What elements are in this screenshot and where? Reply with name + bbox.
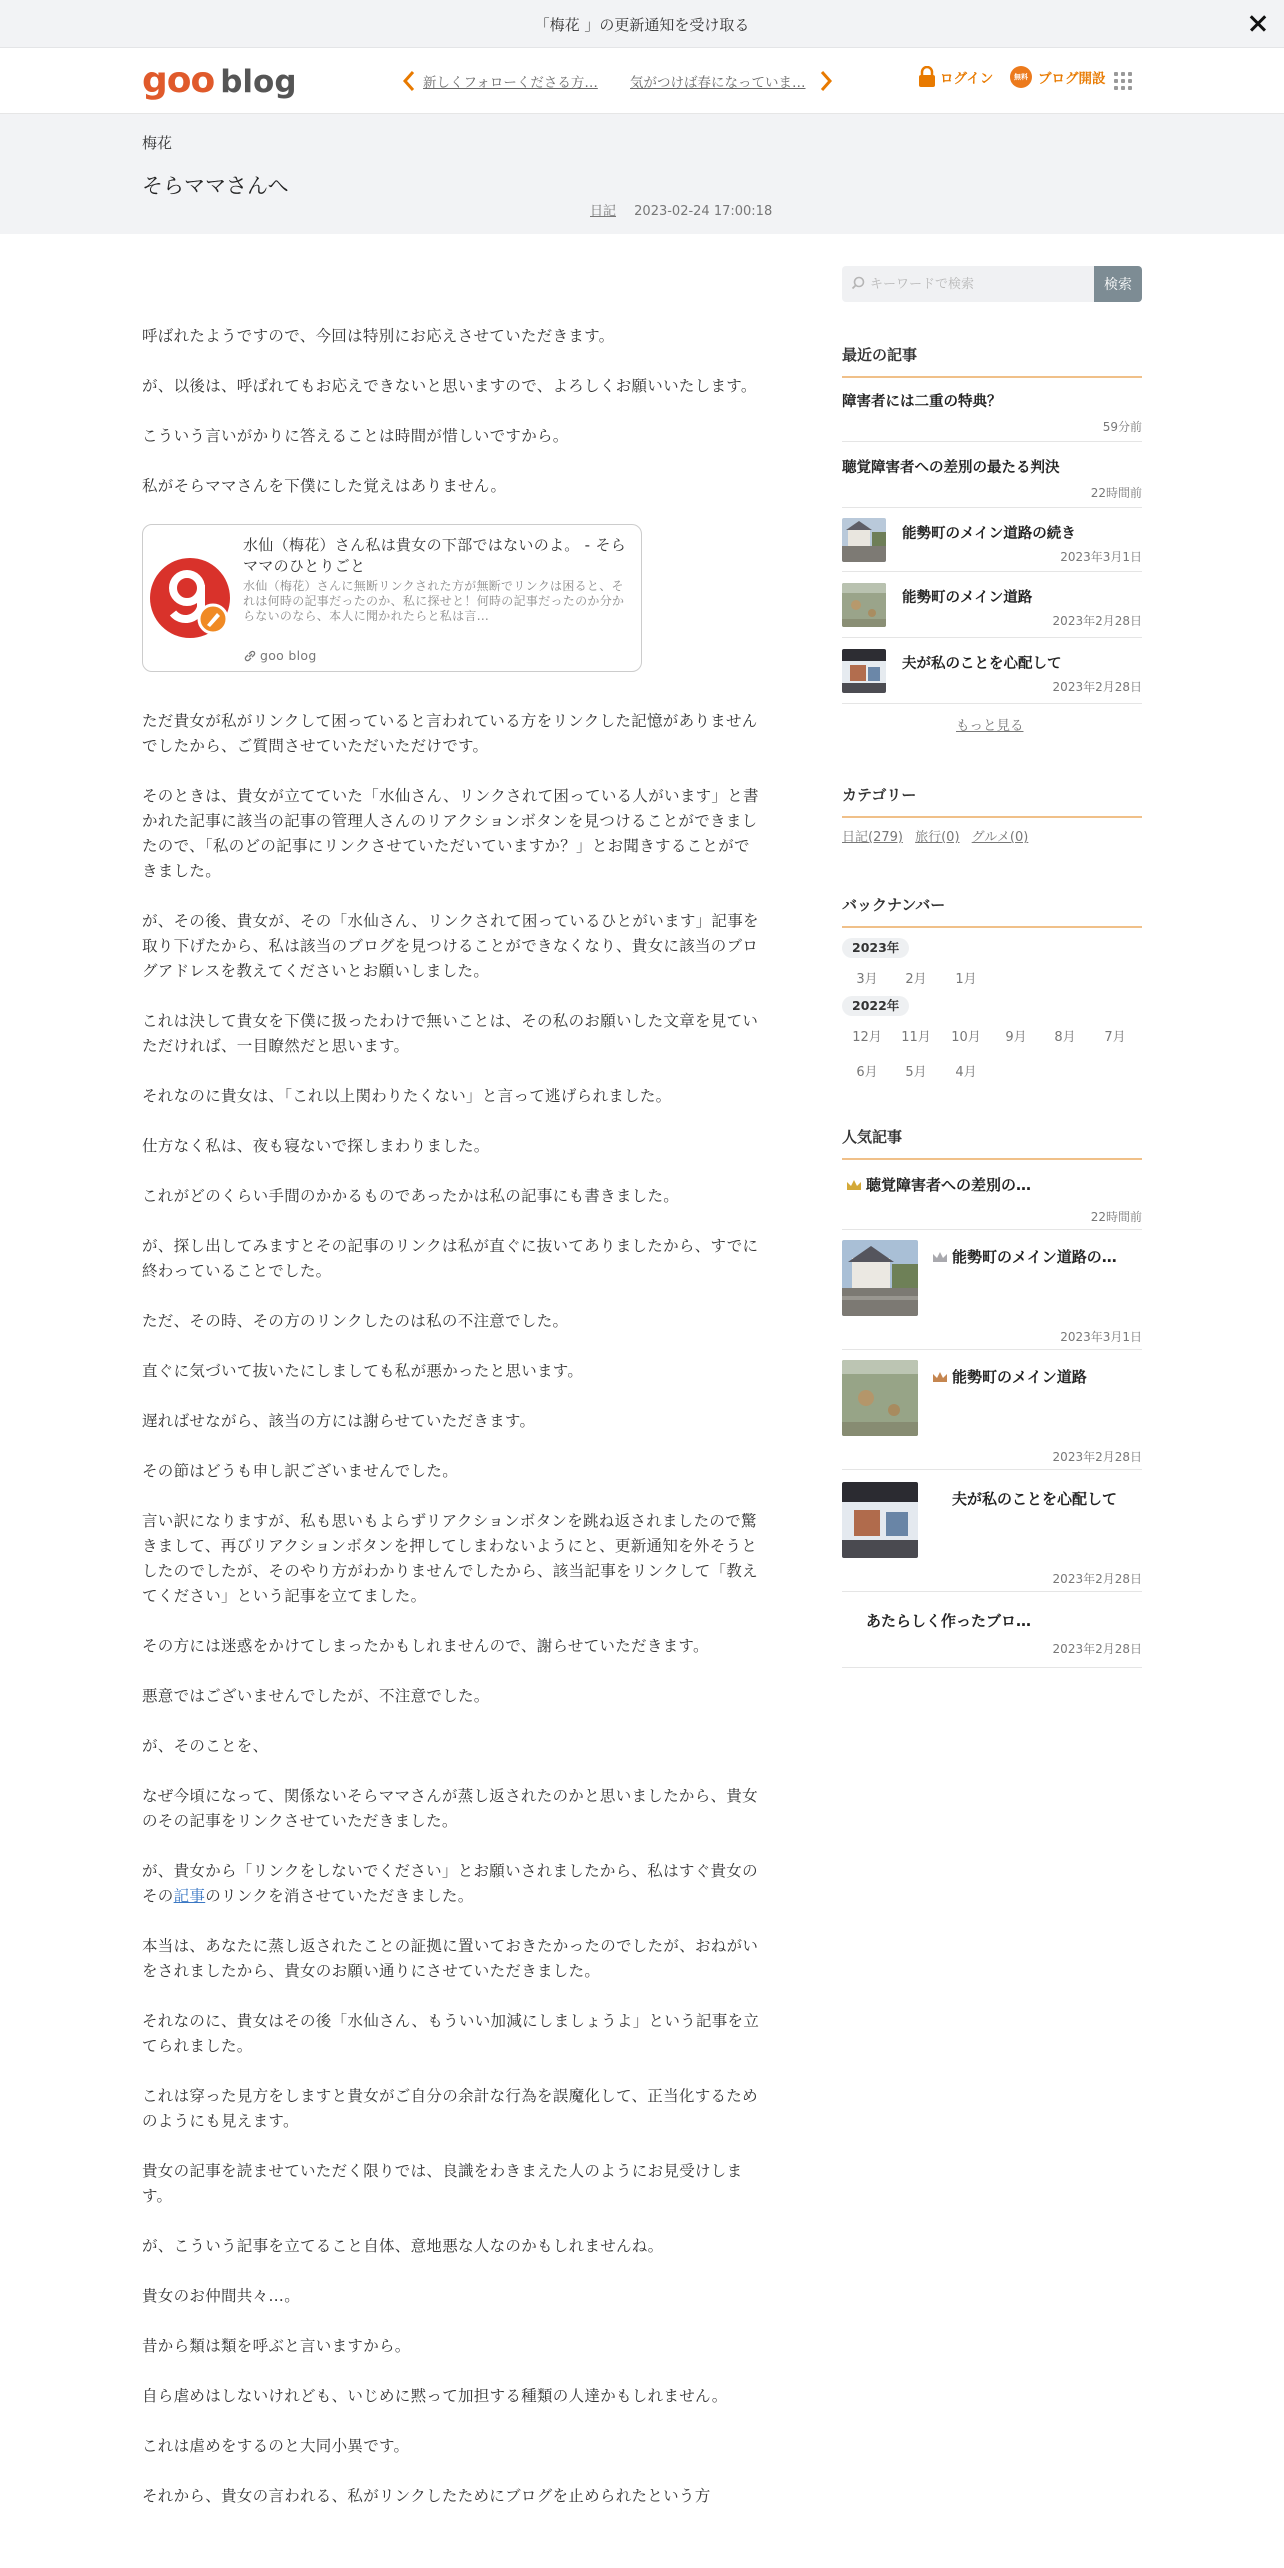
paragraph: 自ら虐めはしないけれども、いじめに黙って加担する種類の人達かもしれません。 <box>142 2387 728 2405</box>
paragraph: が、以後は、呼ばれてもお応えできないと思いますので、よろしくお願いいたします。 <box>142 377 757 395</box>
popular-title: 能勢町のメイン道路 <box>952 1368 1087 1386</box>
month-link[interactable]: 6月 <box>856 1065 878 1080</box>
paragraph: その節はどうも申し訳ございませんでした。 <box>142 1462 459 1480</box>
paragraph: ただ、その時、その方のリンクしたのは私の不注意でした。 <box>142 1312 569 1330</box>
article-inline-link[interactable]: 記事 <box>173 1887 206 1905</box>
card-source-label: goo blog <box>260 648 317 663</box>
month-link[interactable]: 5月 <box>905 1065 927 1080</box>
category-link[interactable]: 旅行(0) <box>915 830 960 845</box>
goo-blog-logo-icon <box>147 555 233 641</box>
house-road-thumbnail <box>842 1240 918 1316</box>
popular-date: 22時間前 <box>1090 1210 1142 1224</box>
title-area <box>0 114 1284 234</box>
recent-date: 2023年3月1日 <box>1060 550 1142 564</box>
search-input[interactable] <box>842 266 1094 302</box>
site-header <box>0 48 1284 114</box>
recent-date: 59分前 <box>1102 420 1142 434</box>
month-link[interactable]: 11月 <box>901 1030 931 1045</box>
paragraph: そのときは、貴女が立てていた「水仙さん、リンクされて困っている人がいます」と書かれた記事に該当の記事の管理人さんのリアクションボタンを見つけることができましたので、「私のどの記事にリンクさせていただいていますか？」とお聞きすることができました。 <box>142 787 759 880</box>
lock-icon <box>918 66 936 88</box>
paragraph: なぜ今頃になって、関係ないそらママさんが蒸し返されたのかと思いましたから、貴女のその記事をリンクさせていただきました。 <box>142 1787 758 1830</box>
paragraph: 仕方なく私は、夜も寝ないで探しまわりました。 <box>142 1137 490 1155</box>
popular-title-row <box>846 1174 1031 1195</box>
paragraph: 直ぐに気づいて抜いたにしましても私が悪かったと思います。 <box>142 1362 584 1380</box>
popular-date: 2023年2月28日 <box>1052 1642 1142 1656</box>
car-view-thumbnail <box>842 649 886 693</box>
recent-date: 2023年2月28日 <box>1052 680 1142 694</box>
post-date: 2023-02-24 17:00:18 <box>634 204 773 219</box>
category-link[interactable]: グルメ(0) <box>971 830 1029 845</box>
open-blog-label: ブログ開設 <box>1038 71 1106 87</box>
recent-item[interactable] <box>842 376 1142 442</box>
promo-link-1[interactable]: 新しくフォローくださる方… <box>423 75 598 91</box>
year-badge: 2023年 <box>842 938 909 958</box>
recent-date: 22時間前 <box>1090 486 1142 500</box>
paragraph-text: が、貴女から「リンクをしないでください」とお願いされましたから、私はすぐ貴女のその <box>142 1862 758 1905</box>
card-source <box>243 643 317 668</box>
month-link[interactable]: 2月 <box>905 972 927 987</box>
bronze-crown-icon <box>932 1371 948 1383</box>
paragraph: 私がそらママさんを下僕にした覚えはありません。 <box>142 477 507 495</box>
popular-item[interactable] <box>842 1230 1142 1350</box>
paragraph: 呼ばれたようですので、今回は特別にお応えさせていただきます。 <box>142 327 615 345</box>
paragraph: 本当は、あなたに蒸し返されたことの証拠に置いておきたかったのでしたが、おねがいをされましたから、貴女のお願い通りにさせていただきました。 <box>142 1937 759 1980</box>
category-heading: カテゴリー <box>842 784 1142 818</box>
category-link[interactable]: 日記 <box>590 204 617 219</box>
search-box <box>842 266 1142 302</box>
month-link[interactable]: 7月 <box>1104 1030 1126 1045</box>
promo-link-2[interactable]: 気がつけば春になっていま… <box>630 75 806 91</box>
paragraph: これは決して貴女を下僕に扱ったわけで無いことは、その私のお願いした文章を見ていただければ、一目瞭然だと思います。 <box>142 1012 759 1055</box>
gold-crown-icon <box>846 1179 862 1191</box>
popular-title-row <box>932 1246 1117 1267</box>
paragraph: ただ貴女が私がリンクして困っていると言われている方をリンクした記憶がありませんでしたから、ご質問させていただいただけです。 <box>142 712 758 755</box>
paragraph-with-link <box>142 1859 764 1909</box>
card-description: 水仙（梅花）さんに無断リンクされた方が無断でリンクは困ると、それは何時の記事だったのか、私に探せと！何時の記事だったのか分からないのなら、本人に聞かれたらと私は言... <box>243 579 625 623</box>
embedded-blog-card[interactable] <box>142 524 642 672</box>
paragraph: 言い訳になりますが、私も思いもよらずリアクションボタンを跳ね返されましたので驚きまして、再びリアクションボタンを押してしまわないようにと、更新通知を外そうとしたのでしたが、そのやり方がわかりませんでしたから、該当記事をリンクして「教えてください」という記事を立てました。 <box>142 1512 758 1605</box>
category-link[interactable]: 日記(279) <box>842 830 903 845</box>
popular-title: あたらしく作ったブロ… <box>866 1612 1032 1630</box>
backnumber-heading: バックナンバー <box>842 894 1142 928</box>
month-link[interactable]: 3月 <box>856 972 878 987</box>
login-label: ログイン <box>940 71 994 87</box>
paragraph: が、こういう記事を立てること自体、意地悪な人なのかもしれませんね。 <box>142 2237 664 2255</box>
search-button[interactable]: 検索 <box>1094 266 1142 302</box>
popular-title: 夫が私のことを心配して <box>952 1490 1118 1508</box>
link-icon <box>243 649 257 663</box>
popular-date: 2023年3月1日 <box>1060 1330 1142 1344</box>
recent-item[interactable] <box>842 442 1142 508</box>
free-badge: 無料 <box>1010 66 1032 88</box>
paragraph: これがどのくらい手間のかかるものであったかは私の記事にも書きました。 <box>142 1187 680 1205</box>
blog-name-link[interactable]: 梅花 <box>142 134 173 152</box>
more-link[interactable]: もっと見る <box>956 718 1024 734</box>
popular-date: 2023年2月28日 <box>1052 1572 1142 1586</box>
close-icon[interactable] <box>1246 11 1270 35</box>
goo-blog-logo[interactable] <box>142 60 297 100</box>
paragraph: が、そのことを、 <box>142 1737 269 1755</box>
recent-item[interactable] <box>842 638 1142 704</box>
paragraph: が、探し出してみますとその記事のリンクは私が直ぐに抜いてありましたから、すでに終わっていることでした。 <box>142 1237 759 1280</box>
paragraph: これは虐めをするのと大同小異です。 <box>142 2437 410 2455</box>
popular-date: 2023年2月28日 <box>1052 1450 1142 1464</box>
paragraph: それなのに、貴女はその後「水仙さん、もういい加減にしましょうよ」という記事を立てられました。 <box>142 2012 760 2055</box>
field-thumbnail <box>842 583 886 627</box>
recent-title: 能勢町のメイン道路の続き <box>902 526 1076 542</box>
popular-title: 聴覚障害者への差別の… <box>866 1176 1032 1194</box>
paragraph: それなのに貴女は、「これ以上関わりたくない」と言って逃げられました。 <box>142 1087 672 1105</box>
paragraph: 昔から類は類を呼ぶと言いますから。 <box>142 2337 411 2355</box>
logo-blog-text: blog <box>220 64 297 100</box>
paragraph: その方には迷惑をかけてしまったかもしれませんので、謝らせていただきます。 <box>142 1637 709 1655</box>
paragraph: が、その後、貴女が、その「水仙さん、リンクされて困っているひとがいます」記事を取り下げたから、私は該当のブログを見つけることができなくなり、貴女に該当のブログアドレスを教えてくださいとお願いしました。 <box>142 912 759 980</box>
month-link[interactable]: 12月 <box>852 1030 882 1045</box>
silver-crown-icon <box>932 1251 948 1263</box>
chevron-left-icon[interactable] <box>402 69 416 93</box>
recent-date: 2023年2月28日 <box>1052 614 1142 628</box>
recent-title: 聴覚障害者への差別の最たる判決 <box>842 460 1060 476</box>
paragraph: こういう言いがかりに答えることは時間が惜しいですから。 <box>142 427 569 445</box>
month-link[interactable]: 9月 <box>1005 1030 1027 1045</box>
month-link[interactable]: 1月 <box>955 972 977 987</box>
popular-item[interactable] <box>842 1470 1142 1592</box>
house-road-thumbnail <box>842 518 886 562</box>
car-view-thumbnail <box>842 1482 918 1558</box>
popular-item[interactable] <box>842 1350 1142 1470</box>
chevron-right-icon[interactable] <box>819 69 833 93</box>
notify-bar <box>0 0 1284 48</box>
recent-heading: 最近の記事 <box>842 344 1142 378</box>
month-link[interactable]: 8月 <box>1054 1030 1076 1045</box>
month-link[interactable]: 10月 <box>951 1030 981 1045</box>
article-meta <box>590 200 772 219</box>
recent-title: 障害者には二重の特典？ <box>842 394 1002 410</box>
paragraph: これは穿った見方をしますと貴女がご自分の余計な行為を誤魔化して、正当化するためのようにも見えます。 <box>142 2087 758 2130</box>
search-icon <box>851 276 865 290</box>
paragraph: それから、貴女の言われる、私がリンクしたためにブログを止められたという方 <box>142 2487 711 2505</box>
article-body <box>142 324 764 2534</box>
paragraph: 悪意ではございませんでしたが、不注意でした。 <box>142 1687 490 1705</box>
popular-title: 能勢町のメイン道路の… <box>952 1248 1117 1266</box>
recent-title: 夫が私のことを心配して <box>902 656 1062 672</box>
logo-goo-text: goo <box>142 60 215 101</box>
open-blog-button[interactable] <box>1010 66 1106 88</box>
popular-heading: 人気記事 <box>842 1126 1142 1160</box>
paragraph-text: のリンクを消させていただきました。 <box>205 1887 474 1905</box>
popular-item[interactable] <box>842 1592 1142 1668</box>
card-title: 水仙（梅花）さん私は貴女の下部ではないのよ。 - そらママのひとりごと <box>243 536 627 575</box>
year-badge: 2022年 <box>842 996 909 1016</box>
popular-item[interactable] <box>842 1158 1142 1230</box>
category-list <box>842 826 1036 845</box>
paragraph: 貴女のお仲間共々…。 <box>142 2287 301 2305</box>
paragraph: 貴女の記事を読ませていただく限りでは、良識をわきまえた人のようにお見受けします。 <box>142 2162 743 2205</box>
login-button[interactable] <box>918 66 993 88</box>
page-title: そらママさんへ <box>142 174 289 198</box>
paragraph: 遅ればせながら、該当の方には謝らせていただきます。 <box>142 1412 536 1430</box>
recent-item[interactable] <box>842 508 1142 572</box>
recent-item[interactable] <box>842 572 1142 638</box>
popular-title-row <box>932 1366 1087 1387</box>
recent-title: 能勢町のメイン道路 <box>902 590 1033 606</box>
follow-notify-link[interactable]: 「梅花 」の更新通知を受け取る <box>534 16 750 34</box>
app-grid-icon[interactable] <box>1114 72 1132 90</box>
month-link[interactable]: 4月 <box>955 1065 977 1080</box>
field-thumbnail <box>842 1360 918 1436</box>
